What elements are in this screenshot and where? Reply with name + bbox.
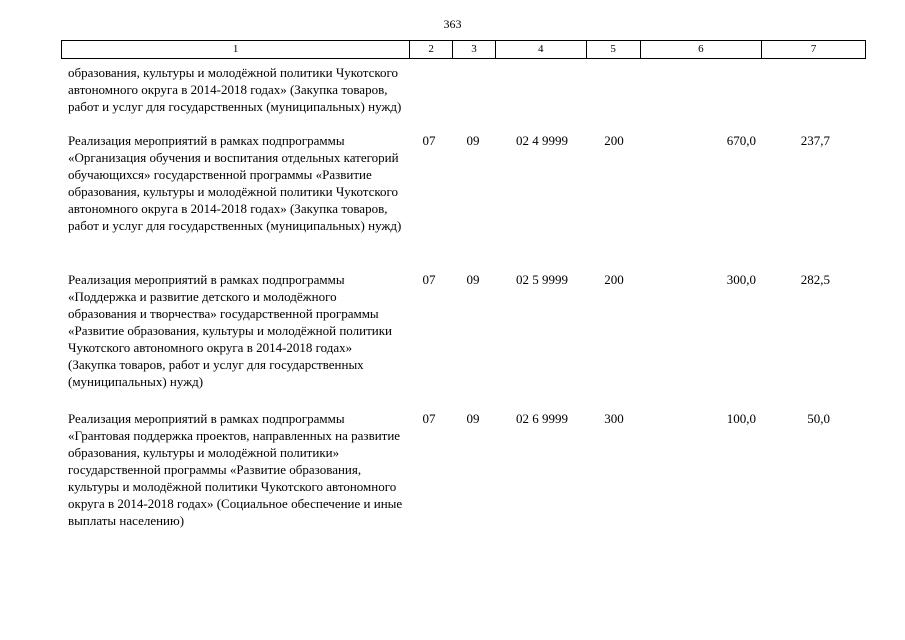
row-plan: 670,0 — [726, 133, 756, 148]
row-section: 07 — [422, 133, 436, 148]
row-description: Реализация мероприятий в рамках подпрограммы «Организация обучения и воспитания отдельных категорий обучающихся» государственной программы «Развитие образования, культуры и молодёжной политики Чукотского автономного округа в 2014-2018 годах» (Закупка товаров, работ и услуг для государственных (муниципальных) нужд) — [68, 133, 402, 233]
header-col-5: 5 — [587, 41, 641, 58]
row-subsection: 09 — [466, 272, 480, 287]
row-section: 07 — [422, 411, 436, 426]
table-row — [68, 132, 868, 234]
page-number: 363 — [443, 17, 462, 31]
row-executed: 237,7 — [800, 133, 830, 148]
header-col-6: 6 — [641, 41, 763, 58]
row-plan: 100,0 — [726, 411, 756, 426]
row-description: Реализация мероприятий в рамках подпрограммы «Грантовая поддержка проектов, направленных на развитие образования, культуры и молодёжной политики» государственной программы «Развитие образования, культуры и молодёжной политики Чукотского автономного округа в 2014-2018 годах» (Социальное обеспечение и иные выплаты населению) — [68, 411, 403, 528]
row-target-article: 02 6 9999 — [516, 411, 568, 426]
header-col-2: 2 — [410, 41, 453, 58]
row-executed: 50,0 — [807, 411, 830, 426]
row-description: Реализация мероприятий в рамках подпрограммы «Поддержка и развитие детского и молодёжного образования и творчества» государственной программы «Развитие образования, культуры и молодёжной политики Чукотского автономного округа в 2014-2018 годах» (Закупка товаров, работ и услуг для государственных (муниципальных) нужд) — [68, 272, 392, 389]
row-target-article: 02 5 9999 — [516, 272, 568, 287]
header-col-3: 3 — [453, 41, 496, 58]
table-row — [68, 271, 868, 390]
row-expense-type: 300 — [604, 411, 624, 426]
row-plan: 300,0 — [726, 272, 756, 287]
table-row — [68, 64, 868, 115]
table-row — [68, 410, 868, 529]
row-subsection: 09 — [466, 133, 480, 148]
header-col-4: 4 — [496, 41, 587, 58]
row-executed: 282,5 — [800, 272, 830, 287]
header-col-7: 7 — [810, 43, 817, 55]
row-section: 07 — [422, 272, 436, 287]
row-expense-type: 200 — [604, 272, 624, 287]
row-expense-type: 200 — [604, 133, 624, 148]
row-subsection: 09 — [466, 411, 480, 426]
row-target-article: 02 4 9999 — [516, 133, 568, 148]
header-col-1: 1 — [62, 41, 410, 58]
table-header — [61, 40, 866, 59]
row-description: образования, культуры и молодёжной политики Чукотского автономного округа в 2014-2018 годах» (Закупка товаров, работ и услуг для государственных (муниципальных) нужд) — [68, 65, 402, 114]
